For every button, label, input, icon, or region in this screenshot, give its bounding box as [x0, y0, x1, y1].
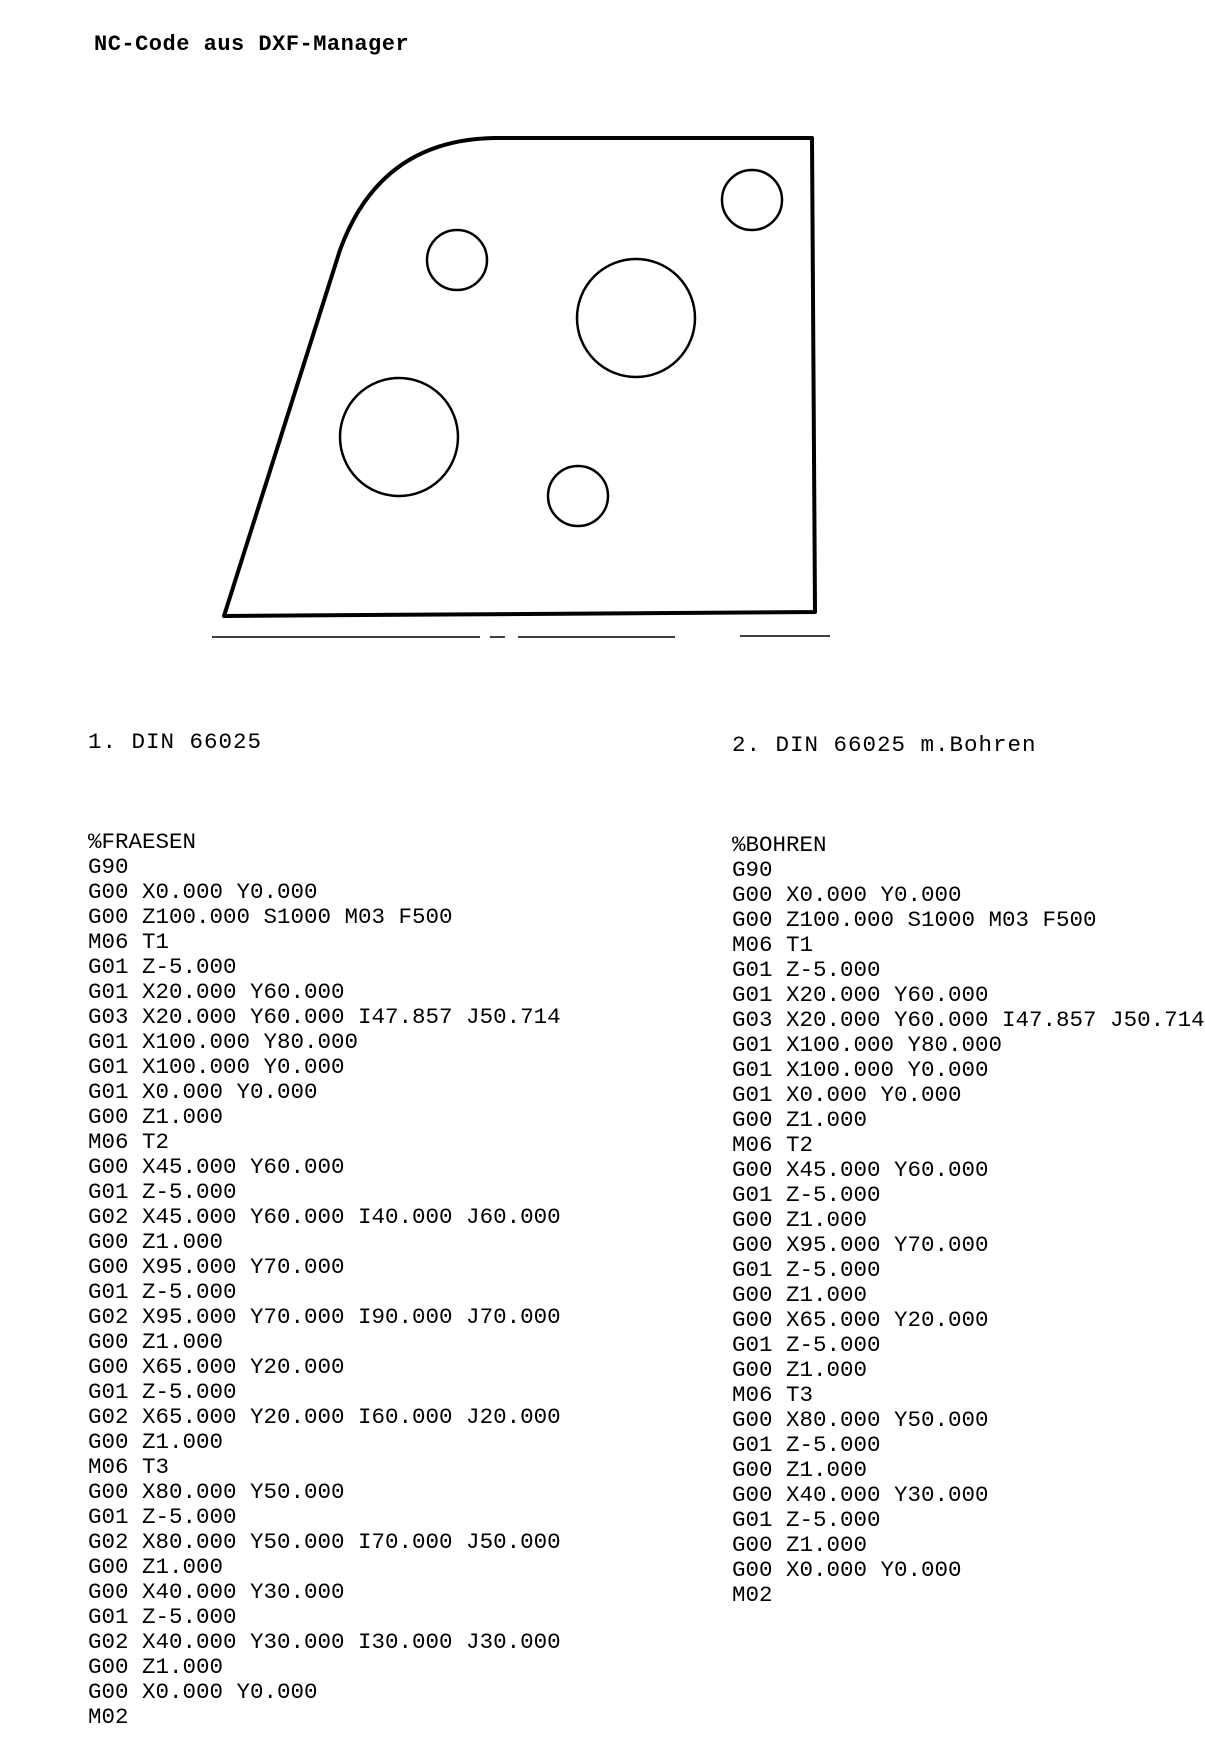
code-line: G01 Z-5.000 [88, 1279, 237, 1305]
code-line: G01 X100.000 Y80.000 [732, 1032, 1003, 1058]
code-line: G00 X40.000 Y30.000 [732, 1482, 989, 1508]
code-line: G00 Z1.000 [732, 1357, 868, 1383]
code-line: G00 Z1.000 [732, 1282, 868, 1308]
code-line: G00 X80.000 Y50.000 [88, 1479, 345, 1505]
code-line: G01 X100.000 Y0.000 [88, 1054, 345, 1080]
code-line: G00 Z1.000 [732, 1532, 868, 1558]
code-line: G90 [732, 857, 773, 883]
code-line: G01 Z-5.000 [88, 1604, 237, 1630]
code-line: G01 Z-5.000 [732, 1432, 881, 1458]
program-din66025-bohren [732, 683, 1205, 1633]
part-drawing [0, 0, 1120, 660]
code-line: G01 Z-5.000 [88, 1504, 237, 1530]
code-line: M06 T2 [732, 1132, 814, 1158]
document-title: NC-Code aus DXF-Manager [94, 32, 410, 57]
code-line: G01 Z-5.000 [732, 1257, 881, 1283]
code-line: G00 Z1.000 [88, 1229, 224, 1255]
code-line: M06 T3 [88, 1454, 170, 1480]
code-line: G01 Z-5.000 [88, 954, 237, 980]
code-line: G00 X65.000 Y20.000 [88, 1354, 345, 1380]
code-line: G00 X80.000 Y50.000 [732, 1407, 989, 1433]
code-line: G01 X0.000 Y0.000 [732, 1082, 962, 1108]
code-line: G01 X20.000 Y60.000 [88, 979, 345, 1005]
code-line: M06 T2 [88, 1129, 170, 1155]
code-line: G00 X0.000 Y0.000 [88, 1679, 318, 1705]
code-listing [732, 832, 1205, 1608]
code-line: G00 Z1.000 [88, 1654, 224, 1680]
code-line: M06 T1 [732, 932, 814, 958]
code-line: G00 X95.000 Y70.000 [88, 1254, 345, 1280]
code-line: G01 X20.000 Y60.000 [732, 982, 989, 1008]
hole-large-upper [577, 259, 695, 377]
code-line: M06 T3 [732, 1382, 814, 1408]
code-line: G01 X0.000 Y0.000 [88, 1079, 318, 1105]
code-line: G00 X45.000 Y60.000 [88, 1154, 345, 1180]
code-line: G01 Z-5.000 [88, 1379, 237, 1405]
hole-small-lower [548, 466, 608, 526]
code-line: G03 X20.000 Y60.000 I47.857 J50.714 [732, 1007, 1205, 1033]
part-outline [224, 138, 815, 616]
code-line: G00 Z1.000 [88, 1104, 224, 1130]
code-line: G00 Z100.000 S1000 M03 F500 [732, 907, 1097, 933]
code-line: G00 X0.000 Y0.000 [88, 879, 318, 905]
program-heading: 1. DIN 66025 [88, 729, 263, 755]
code-line: G00 X65.000 Y20.000 [732, 1307, 989, 1333]
code-line: G02 X80.000 Y50.000 I70.000 J50.000 [88, 1529, 561, 1555]
code-line: G00 Z1.000 [88, 1329, 224, 1355]
code-line: G90 [88, 854, 129, 880]
code-line: G02 X40.000 Y30.000 I30.000 J30.000 [88, 1629, 561, 1655]
code-line: M02 [732, 1582, 773, 1608]
code-line: G01 X100.000 Y80.000 [88, 1029, 359, 1055]
code-line: G02 X45.000 Y60.000 I40.000 J60.000 [88, 1204, 561, 1230]
code-line: G00 Z1.000 [88, 1554, 224, 1580]
code-line: G00 Z1.000 [732, 1107, 868, 1133]
code-line: %FRAESEN [88, 829, 197, 855]
code-line: G01 Z-5.000 [732, 957, 881, 983]
code-line: G01 X100.000 Y0.000 [732, 1057, 989, 1083]
code-line: G02 X65.000 Y20.000 I60.000 J20.000 [88, 1404, 561, 1430]
code-line: G01 Z-5.000 [732, 1182, 881, 1208]
code-line: G00 Z100.000 S1000 M03 F500 [88, 904, 453, 930]
code-line: G00 Z1.000 [732, 1457, 868, 1483]
code-line: G00 X0.000 Y0.000 [732, 882, 962, 908]
program-heading: 2. DIN 66025 m.Bohren [732, 732, 1037, 758]
hole-large-lower [340, 378, 458, 496]
code-line: G01 Z-5.000 [732, 1507, 881, 1533]
code-line: G01 Z-5.000 [88, 1179, 237, 1205]
code-line: G01 Z-5.000 [732, 1332, 881, 1358]
hole-small-upper-left [427, 230, 487, 290]
code-line: G00 Z1.000 [88, 1429, 224, 1455]
code-line: G00 X40.000 Y30.000 [88, 1579, 345, 1605]
baseline-rule [212, 636, 830, 637]
code-line: G02 X95.000 Y70.000 I90.000 J70.000 [88, 1304, 561, 1330]
code-line: M02 [88, 1704, 129, 1730]
code-line: M06 T1 [88, 929, 170, 955]
hole-small-upper-right [722, 170, 782, 230]
code-line: G03 X20.000 Y60.000 I47.857 J50.714 [88, 1004, 561, 1030]
code-line: G00 Z1.000 [732, 1207, 868, 1233]
program-din66025 [88, 680, 561, 1755]
code-line: G00 X95.000 Y70.000 [732, 1232, 989, 1258]
code-line: G00 X0.000 Y0.000 [732, 1557, 962, 1583]
code-line: %BOHREN [732, 832, 827, 858]
code-listing [88, 830, 561, 1730]
code-line: G00 X45.000 Y60.000 [732, 1157, 989, 1183]
